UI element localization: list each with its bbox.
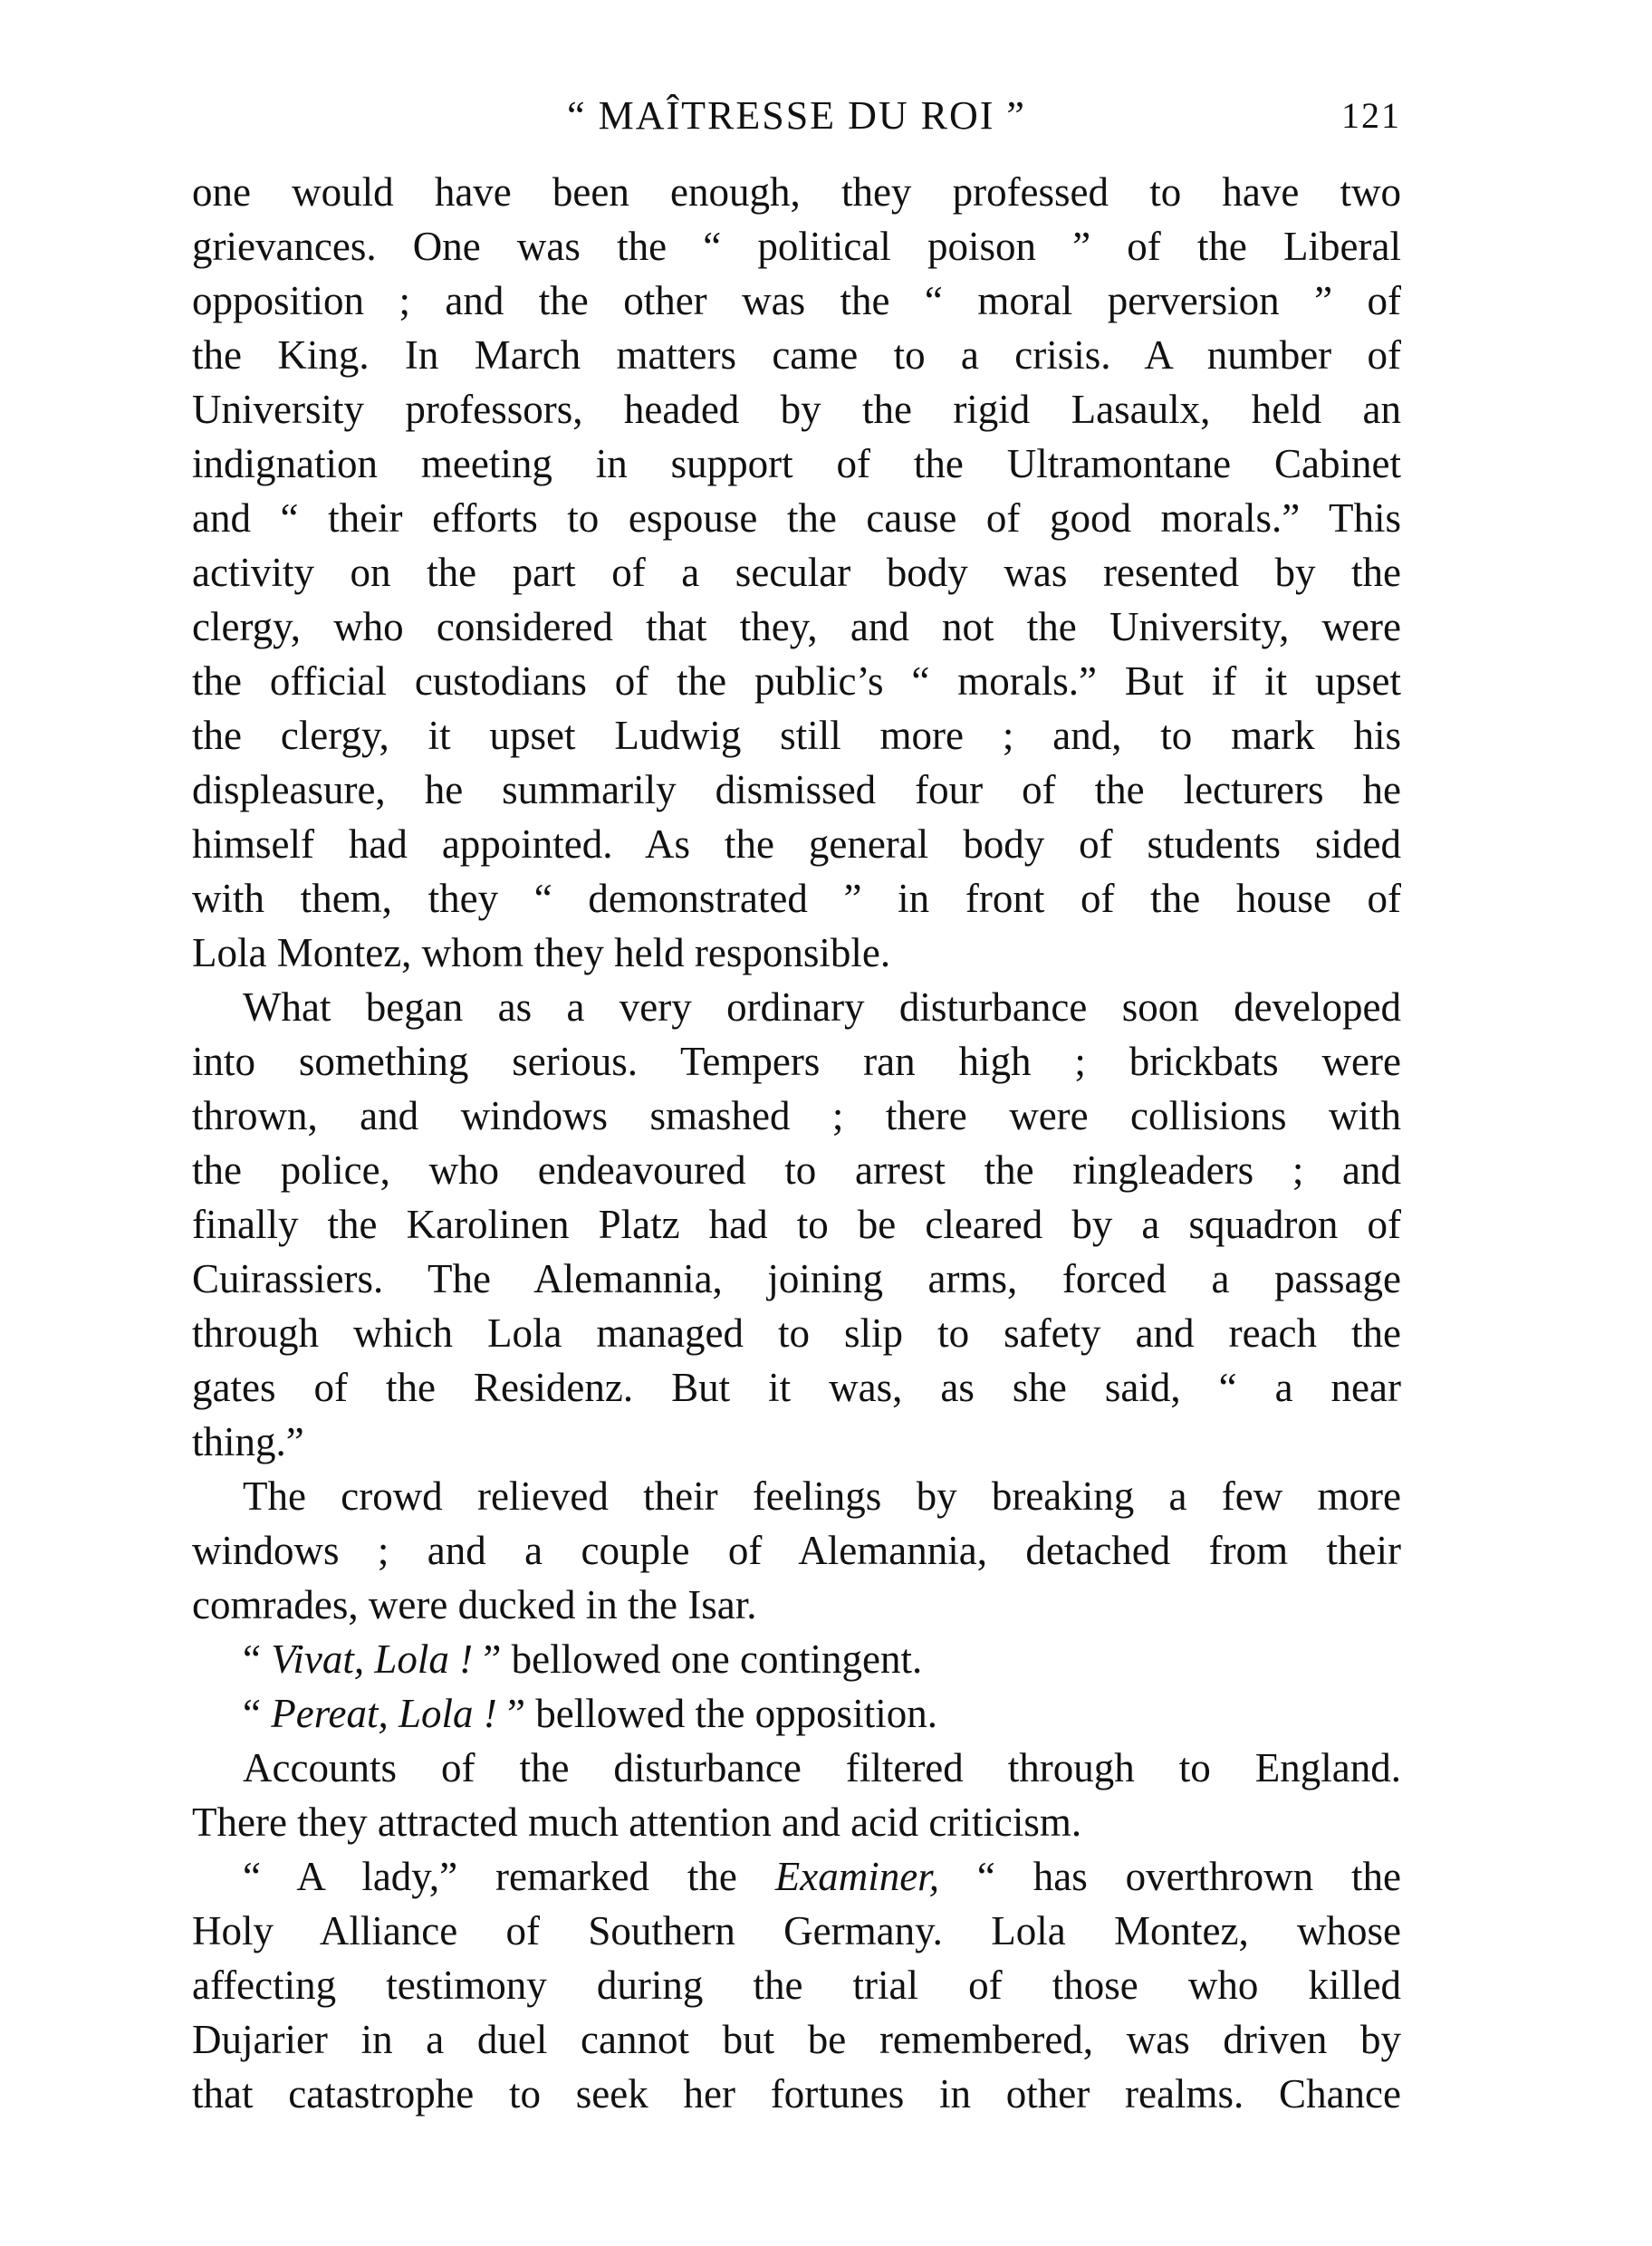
text-line — [192, 1469, 1401, 1523]
text-run: University professors, headed by the rigid Lasaulx, held an — [192, 387, 1401, 432]
text-run: affecting testimony during the trial of those who killed — [192, 1963, 1401, 2008]
text-run: “ — [243, 1691, 272, 1736]
italic-run: Examiner, — [774, 1854, 939, 1899]
text-line — [192, 1849, 1401, 1904]
text-run: the official custodians of the public’s “ morals.” But if it upset — [192, 658, 1401, 704]
text-line — [192, 1523, 1401, 1578]
text-line — [192, 1306, 1401, 1360]
text-run: Dujarier in a duel cannot but be remembered, was driven by — [192, 2017, 1401, 2062]
text-run: There they attracted much attention and acid criticism. — [192, 1800, 1082, 1845]
text-line — [192, 926, 1401, 980]
text-line — [192, 600, 1401, 654]
text-line — [192, 545, 1401, 600]
body-text — [192, 165, 1401, 2121]
text-line — [192, 1686, 1401, 1741]
text-run: windows ; and a couple of Alemannia, detached from their — [192, 1528, 1401, 1573]
text-run: one would have been enough, they professed to have two — [192, 169, 1401, 215]
text-line — [192, 1741, 1401, 1795]
text-line — [192, 1578, 1401, 1632]
text-line — [192, 1415, 1401, 1469]
text-line — [192, 1360, 1401, 1415]
text-run: himself had appointed. As the general body of students sided — [192, 821, 1401, 867]
text-line — [192, 654, 1401, 708]
text-run: the clergy, it upset Ludwig still more ; and, to mark his — [192, 713, 1401, 758]
text-line — [192, 1089, 1401, 1143]
text-line — [192, 274, 1401, 328]
text-run: and “ their efforts to espouse the cause of good morals.” This — [192, 495, 1401, 541]
text-line — [192, 1034, 1401, 1089]
page-number: 121 — [1341, 95, 1401, 136]
text-run: “ — [243, 1637, 272, 1682]
text-run: gates of the Residenz. But it was, as she said, “ a near — [192, 1365, 1401, 1410]
text-run: displeasure, he summarily dismissed four of the lecturers he — [192, 767, 1401, 812]
running-head — [192, 89, 1401, 143]
text-run: ” bellowed one contingent. — [473, 1637, 923, 1682]
text-run: Holy Alliance of Southern Germany. Lola Montez, whose — [192, 1908, 1401, 1953]
text-line — [192, 708, 1401, 763]
text-line — [192, 817, 1401, 871]
text-line — [192, 219, 1401, 274]
text-run: that catastrophe to seek her fortunes in other realms. Chance — [192, 2071, 1401, 2116]
running-title: “ MAÎTRESSE DU ROI ” — [567, 93, 1026, 138]
text-run: Lola Montez, whom they held responsible. — [192, 930, 891, 975]
text-line — [192, 980, 1401, 1034]
text-run: indignation meeting in support of the Ultramontane Cabinet — [192, 441, 1401, 486]
text-line — [192, 1197, 1401, 1252]
text-run: through which Lola managed to slip to safety and reach the — [192, 1310, 1401, 1356]
text-line — [192, 763, 1401, 817]
text-line — [192, 1795, 1401, 1849]
text-line — [192, 1252, 1401, 1306]
text-run: thrown, and windows smashed ; there were collisions with — [192, 1093, 1401, 1138]
text-line — [192, 871, 1401, 926]
text-line — [192, 1143, 1401, 1197]
text-run: ” bellowed the opposition. — [496, 1691, 937, 1736]
text-line — [192, 1904, 1401, 1958]
text-run: the police, who endeavoured to arrest the ringleaders ; and — [192, 1147, 1401, 1193]
text-run: comrades, were ducked in the Isar. — [192, 1582, 757, 1627]
text-line — [192, 165, 1401, 219]
text-run: clergy, who considered that they, and not the University, were — [192, 604, 1401, 649]
text-line — [192, 2067, 1401, 2121]
text-line — [192, 491, 1401, 545]
text-run: grievances. One was the “ political poison ” of the Liberal — [192, 224, 1401, 269]
italic-run: Vivat, Lola ! — [271, 1637, 474, 1682]
text-line — [192, 1632, 1401, 1686]
text-run: What began as a very ordinary disturbance soon developed — [243, 984, 1401, 1030]
text-line — [192, 1958, 1401, 2012]
text-run: “ A lady,” remarked the — [243, 1854, 775, 1899]
text-run: into something serious. Tempers ran high ; brickbats were — [192, 1039, 1401, 1084]
text-run: with them, they “ demonstrated ” in front of the house of — [192, 876, 1401, 921]
text-run: Cuirassiers. The Alemannia, joining arms, forced a passage — [192, 1256, 1401, 1301]
text-run: The crowd relieved their feelings by breaking a few more — [243, 1473, 1401, 1519]
text-run: “ has overthrown the — [938, 1854, 1401, 1899]
text-run: opposition ; and the other was the “ moral perversion ” of — [192, 278, 1401, 323]
italic-run: Pereat, Lola ! — [271, 1691, 497, 1736]
text-line — [192, 437, 1401, 491]
text-run: the King. In March matters came to a crisis. A number of — [192, 332, 1401, 378]
text-run: activity on the part of a secular body was resented by the — [192, 550, 1401, 595]
text-run: thing.” — [192, 1419, 304, 1464]
text-run: finally the Karolinen Platz had to be cleared by a squadron of — [192, 1202, 1401, 1247]
text-run: Accounts of the disturbance filtered through to England. — [243, 1745, 1401, 1790]
text-line — [192, 328, 1401, 382]
text-line — [192, 382, 1401, 437]
text-line — [192, 2012, 1401, 2067]
